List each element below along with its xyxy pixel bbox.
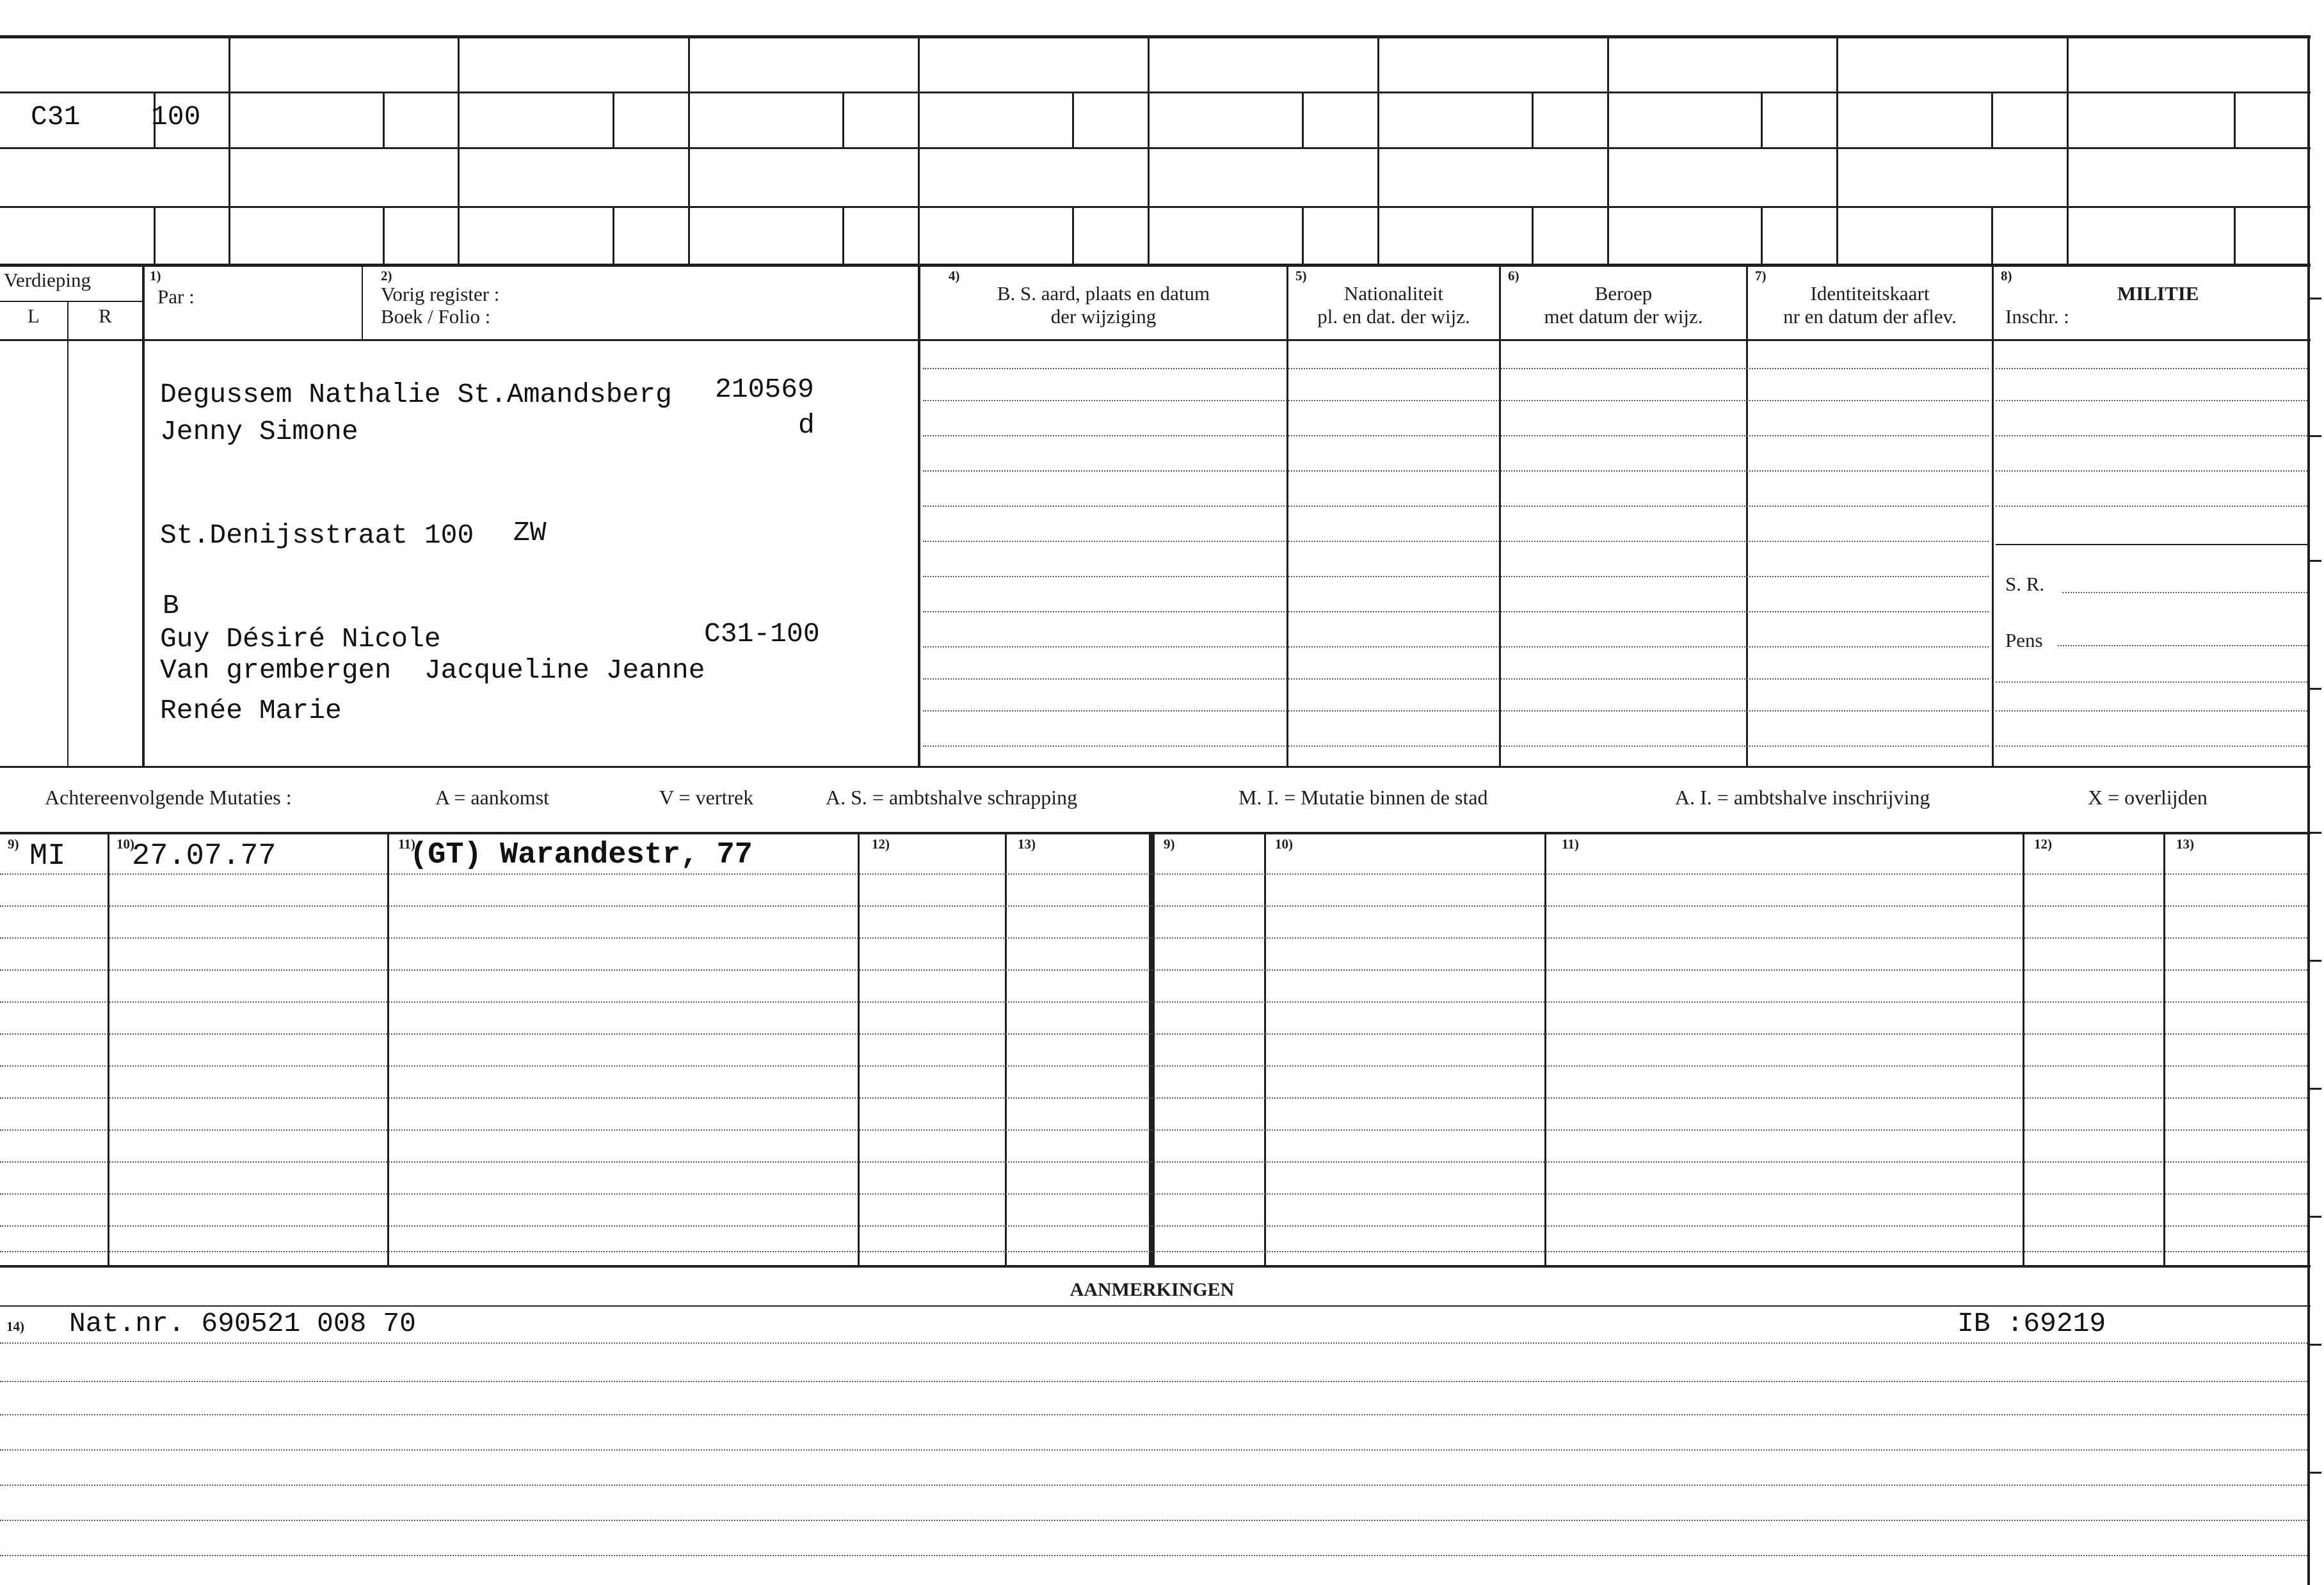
sex-mark: d [798, 410, 815, 441]
militie-header: MILITIE [2117, 282, 2199, 305]
b-code: B [163, 590, 179, 621]
field-number-2: 2) [381, 268, 392, 283]
field-number-5: 5) [1295, 268, 1307, 283]
mut-col-10-right: 10) [1275, 836, 1293, 852]
district-code: C31 [31, 101, 81, 132]
mutation-address: (GT) Warandestr, 77 [410, 838, 753, 872]
mut-col-13-right: 13) [2176, 836, 2194, 852]
boek-folio-label: Boek / Folio : [381, 305, 491, 328]
left-col-label: L [28, 305, 40, 327]
district-zw: ZW [513, 517, 547, 548]
legend-ambtshalve-inschrijving: A. I. = ambtshalve inschrijving [1675, 786, 1930, 809]
remarks-title: AANMERKINGEN [1070, 1279, 1235, 1300]
mut-col-10-left: 10) [116, 836, 134, 852]
nationaliteit-header-sub: pl. en dat. der wijz. [1317, 305, 1470, 328]
legend-mutatie-binnen-stad: M. I. = Mutatie binnen de stad [1238, 786, 1488, 809]
mut-col-11-left: 11) [398, 836, 415, 852]
national-number: Nat.nr. 690521 008 70 [69, 1308, 416, 1339]
mut-col-13-left: 13) [1018, 836, 1036, 852]
identiteitskaart-header-sub: nr en datum der aflev. [1783, 305, 1957, 328]
mut-col-12-left: 12) [872, 836, 890, 852]
pens-label: Pens [2005, 629, 2043, 651]
person-line-5: Renée Marie [160, 695, 342, 726]
legend-overlijden: X = overlijden [2088, 786, 2208, 809]
inschr-label: Inschr. : [2005, 305, 2069, 328]
nationaliteit-header: Nationaliteit [1344, 282, 1443, 305]
mut-col-9-left: 9) [8, 836, 19, 852]
mut-col-9-right: 9) [1164, 836, 1175, 852]
street-address: St.Denijsstraat 100 [160, 520, 474, 551]
vorig-register-label: Vorig register : [381, 283, 500, 305]
field-number-7: 7) [1755, 268, 1767, 283]
right-col-label: R [99, 305, 112, 327]
bs-header: B. S. aard, plaats en datum [997, 282, 1210, 305]
field-number-4: 4) [949, 268, 960, 283]
person-line-1: Degussem Nathalie St.Amandsberg [160, 379, 672, 410]
verdieping-label: Verdieping [4, 269, 92, 291]
legend-aankomst: A = aankomst [435, 786, 550, 809]
reference-code: C31-100 [704, 618, 820, 649]
legend-vertrek: V = vertrek [659, 786, 754, 809]
mut-col-11-right: 11) [1562, 836, 1579, 852]
identiteitskaart-header: Identiteitskaart [1810, 282, 1930, 305]
house-number: 100 [151, 101, 201, 132]
legend-ambtshalve-schrapping: A. S. = ambtshalve schrapping [826, 786, 1078, 809]
birth-date: 210569 [715, 374, 814, 405]
field-number-6: 6) [1508, 268, 1519, 283]
bs-header-sub: der wijziging [1050, 305, 1157, 328]
beroep-header: Beroep [1594, 282, 1653, 305]
ib-number: IB :69219 [1957, 1308, 2106, 1339]
field-number-14: 14) [6, 1319, 24, 1334]
legend-title: Achtereenvolgende Mutaties : [45, 786, 292, 809]
par-label: Par : [157, 285, 195, 308]
mut-col-12-right: 12) [2034, 836, 2052, 852]
mutation-code: MI [29, 840, 66, 873]
person-line-4: Van grembergen Jacqueline Jeanne [160, 655, 705, 686]
field-number-8: 8) [2001, 268, 2012, 283]
person-line-2: Jenny Simone [160, 416, 358, 447]
beroep-header-sub: met datum der wijz. [1544, 305, 1703, 328]
mutation-date: 27.07.77 [132, 840, 276, 873]
field-number-1: 1) [150, 268, 161, 283]
sr-label: S. R. [2005, 573, 2045, 595]
person-line-3: Guy Désiré Nicole [160, 623, 441, 655]
